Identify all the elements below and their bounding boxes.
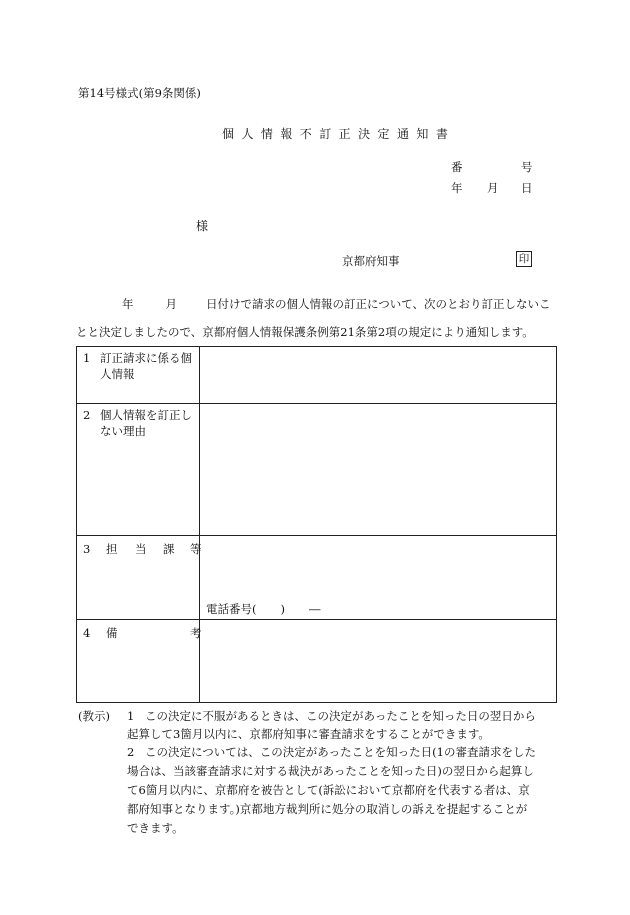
document-title: 個人情報不訂正決定通知書 (222, 127, 456, 141)
row-label-line-1: 個人情報を訂正し (100, 408, 192, 422)
label-cell-department (77, 536, 200, 619)
value-cell-department[interactable] (200, 536, 556, 619)
document-number-suffix: 号 (521, 160, 533, 174)
note-2-line-2: 場合は、当該審査請求に対する裁決があったことを知った日)の翌日から起算し (127, 764, 534, 778)
seal-mark: 印 (516, 251, 532, 267)
decision-table (76, 346, 557, 703)
note-2-line-4: 都府知事となります。)京都地方裁判所に処分の取消しの訴えを提起することが (127, 802, 528, 816)
row-label-char: 備 (106, 626, 118, 640)
row-label-char: 等 (190, 542, 202, 556)
row-number: 4 (83, 626, 91, 640)
note-1-line-1: この決定に不服があるときは、この決定があったことを知った日の翌日から (145, 709, 536, 723)
request-date-year-label: 年 (122, 297, 134, 311)
note-2-number: 2 (127, 745, 135, 759)
note-2-line-1: この決定については、この決定があったことを知った日(1の審査請求をした (145, 745, 536, 759)
value-cell-personal-info[interactable] (200, 347, 556, 403)
table-row-reason (77, 404, 556, 536)
body-paragraph-line-1 (76, 297, 551, 311)
notes-heading: (教示) (78, 709, 110, 723)
note-2-line-5: できます。 (127, 821, 184, 835)
row-number: 3 (83, 542, 91, 556)
form-number: 第14号様式(第9条関係) (78, 86, 201, 100)
issue-date-month-label: 月 (487, 181, 499, 195)
recipient-honorific: 様 (196, 219, 209, 233)
body-text-line-1: 日付けで請求の個人情報の訂正について、次のとおり訂正しないこ (206, 297, 551, 311)
sender-name: 京都府知事 (342, 254, 400, 268)
phone-close-paren: ) (280, 602, 285, 616)
row-label-char: 考 (190, 626, 202, 640)
table-row-department (77, 536, 556, 620)
value-cell-remarks[interactable] (200, 620, 556, 703)
row-label-line-2: ない理由 (100, 424, 146, 438)
label-cell-reason (77, 404, 200, 535)
table-row-remarks (77, 620, 556, 703)
row-label-line-1: 訂正請求に係る個 (100, 351, 192, 365)
request-date-month-label: 月 (165, 297, 177, 311)
row-number: 1 (83, 351, 91, 365)
row-label-char: 当 (135, 542, 147, 556)
value-cell-reason[interactable] (200, 404, 556, 535)
row-label-char: 担 (106, 542, 118, 556)
note-2-line-3: て6箇月以内に、京都府を被告として(訴訟において京都府を代表する者は、京 (127, 783, 530, 797)
table-row-personal-info (77, 347, 556, 404)
row-number: 2 (83, 408, 91, 422)
document-number-label: 番 (451, 160, 463, 174)
body-paragraph-line-2: とと決定しましたので、京都府個人情報保護条例第21条第2項の規定により通知します。 (76, 325, 534, 339)
phone-dash: ― (309, 602, 321, 616)
label-cell-personal-info (77, 347, 200, 403)
row-label-line-2: 人情報 (100, 367, 135, 381)
note-1-line-2: 起算して3箇月以内に、京都府知事に審査請求をすることができます。 (127, 727, 490, 741)
row-label-char: 課 (163, 542, 175, 556)
issue-date-day-label: 日 (521, 181, 533, 195)
phone-label: 電話番号( (206, 602, 257, 616)
phone-number-line (206, 602, 321, 616)
label-cell-remarks (77, 620, 200, 703)
issue-date-year-label: 年 (451, 181, 463, 195)
note-1-number: 1 (127, 709, 135, 723)
